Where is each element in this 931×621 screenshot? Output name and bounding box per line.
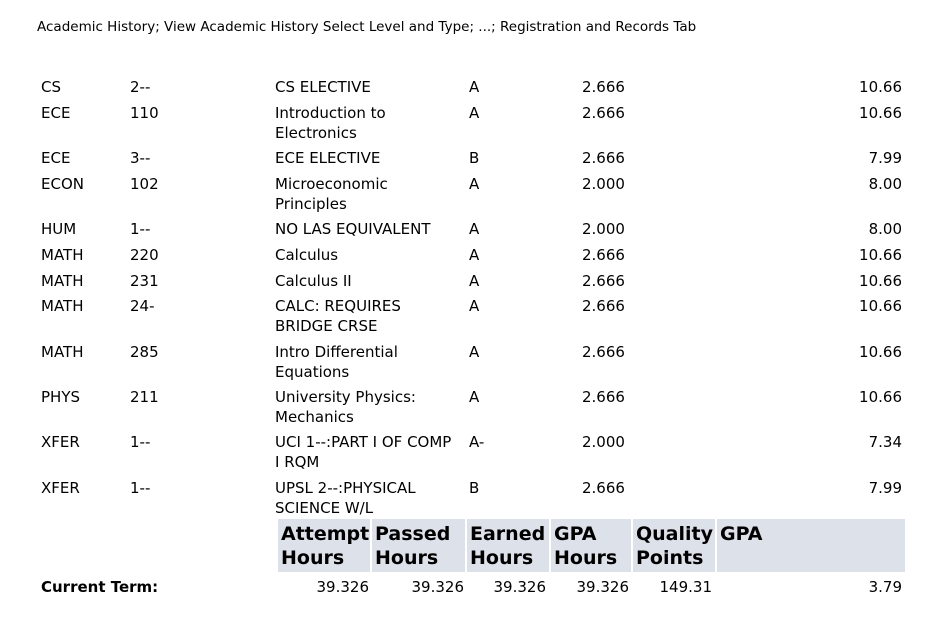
course-number: 1-- bbox=[130, 220, 151, 238]
course-grade: A bbox=[469, 297, 480, 315]
course-title: Microeconomic Principles bbox=[275, 175, 388, 213]
course-number: 102 bbox=[130, 175, 159, 193]
course-subject: PHYS bbox=[41, 388, 81, 406]
course-hours: 2.666 bbox=[582, 149, 625, 167]
total-earned-hours: 39.326 bbox=[493, 578, 546, 596]
course-number: 231 bbox=[130, 272, 159, 290]
course-number: 285 bbox=[130, 343, 159, 361]
current-term-label: Current Term: bbox=[41, 578, 159, 596]
course-quality-points: 8.00 bbox=[868, 175, 902, 193]
course-grade: A bbox=[469, 246, 480, 264]
course-number: 2-- bbox=[130, 78, 151, 96]
course-subject: MATH bbox=[41, 246, 84, 264]
course-title: Intro Differential Equations bbox=[275, 343, 398, 381]
course-title: CALC: REQUIRES BRIDGE CRSE bbox=[275, 297, 401, 335]
course-number: 3-- bbox=[130, 149, 151, 167]
course-hours: 2.666 bbox=[582, 297, 625, 315]
course-subject: XFER bbox=[41, 479, 80, 497]
course-hours: 2.000 bbox=[582, 433, 625, 451]
course-subject: HUM bbox=[41, 220, 77, 238]
course-subject: ECON bbox=[41, 175, 84, 193]
header-passed-hours: Passed Hours bbox=[372, 519, 465, 572]
course-grade: A bbox=[469, 104, 480, 122]
course-number: 1-- bbox=[130, 479, 151, 497]
header-gpa-hours: GPA Hours bbox=[551, 519, 631, 572]
course-subject: CS bbox=[41, 78, 61, 96]
course-quality-points: 7.99 bbox=[868, 479, 902, 497]
course-grade: A bbox=[469, 343, 480, 361]
course-title: UPSL 2--:PHYSICAL SCIENCE W/L bbox=[275, 479, 416, 517]
course-title: Calculus bbox=[275, 246, 339, 264]
header-earned-hours: Earned Hours bbox=[467, 519, 549, 572]
course-number: 24- bbox=[130, 297, 155, 315]
course-grade: A bbox=[469, 78, 480, 96]
course-grade: B bbox=[469, 149, 480, 167]
course-quality-points: 10.66 bbox=[859, 272, 902, 290]
course-number: 110 bbox=[130, 104, 159, 122]
course-hours: 2.000 bbox=[582, 220, 625, 238]
course-subject: ECE bbox=[41, 104, 71, 122]
course-grade: A bbox=[469, 388, 480, 406]
course-title: University Physics: Mechanics bbox=[275, 388, 416, 426]
course-grade: A bbox=[469, 220, 480, 238]
total-quality-points: 149.31 bbox=[659, 578, 712, 596]
course-hours: 2.666 bbox=[582, 246, 625, 264]
course-subject: MATH bbox=[41, 272, 84, 290]
course-quality-points: 10.66 bbox=[859, 388, 902, 406]
course-hours: 2.000 bbox=[582, 175, 625, 193]
course-subject: XFER bbox=[41, 433, 80, 451]
course-title: NO LAS EQUIVALENT bbox=[275, 220, 431, 238]
total-attempt-hours: 39.326 bbox=[316, 578, 369, 596]
course-title: Calculus II bbox=[275, 272, 352, 290]
course-grade: A bbox=[469, 272, 480, 290]
breadcrumb: Academic History; View Academic History Select Level and Type; ...; Registration and Records Tab bbox=[37, 19, 697, 35]
course-title: Introduction to Electronics bbox=[275, 104, 386, 142]
course-hours: 2.666 bbox=[582, 479, 625, 497]
course-number: 211 bbox=[130, 388, 159, 406]
course-grade: A- bbox=[469, 433, 485, 451]
total-passed-hours: 39.326 bbox=[411, 578, 464, 596]
course-title: UCI 1--:PART I OF COMP I RQM bbox=[275, 433, 452, 471]
course-subject: MATH bbox=[41, 343, 84, 361]
course-hours: 2.666 bbox=[582, 272, 625, 290]
course-subject: ECE bbox=[41, 149, 71, 167]
course-quality-points: 7.34 bbox=[868, 433, 902, 451]
course-quality-points: 10.66 bbox=[859, 78, 902, 96]
course-quality-points: 7.99 bbox=[868, 149, 902, 167]
course-hours: 2.666 bbox=[582, 78, 625, 96]
course-quality-points: 10.66 bbox=[859, 343, 902, 361]
course-quality-points: 10.66 bbox=[859, 104, 902, 122]
course-subject: MATH bbox=[41, 297, 84, 315]
total-gpa: 3.79 bbox=[868, 578, 902, 596]
course-grade: A bbox=[469, 175, 480, 193]
course-hours: 2.666 bbox=[582, 343, 625, 361]
course-hours: 2.666 bbox=[582, 388, 625, 406]
course-number: 1-- bbox=[130, 433, 151, 451]
course-quality-points: 10.66 bbox=[859, 297, 902, 315]
course-quality-points: 8.00 bbox=[868, 220, 902, 238]
course-title: ECE ELECTIVE bbox=[275, 149, 381, 167]
header-quality-points: Quality Points bbox=[633, 519, 715, 572]
course-grade: B bbox=[469, 479, 480, 497]
total-gpa-hours: 39.326 bbox=[576, 578, 629, 596]
course-quality-points: 10.66 bbox=[859, 246, 902, 264]
course-hours: 2.666 bbox=[582, 104, 625, 122]
header-gpa: GPA bbox=[717, 519, 905, 572]
header-attempt-hours: Attempt Hours bbox=[278, 519, 370, 572]
totals-header bbox=[278, 519, 905, 572]
course-number: 220 bbox=[130, 246, 159, 264]
course-title: CS ELECTIVE bbox=[275, 78, 371, 96]
